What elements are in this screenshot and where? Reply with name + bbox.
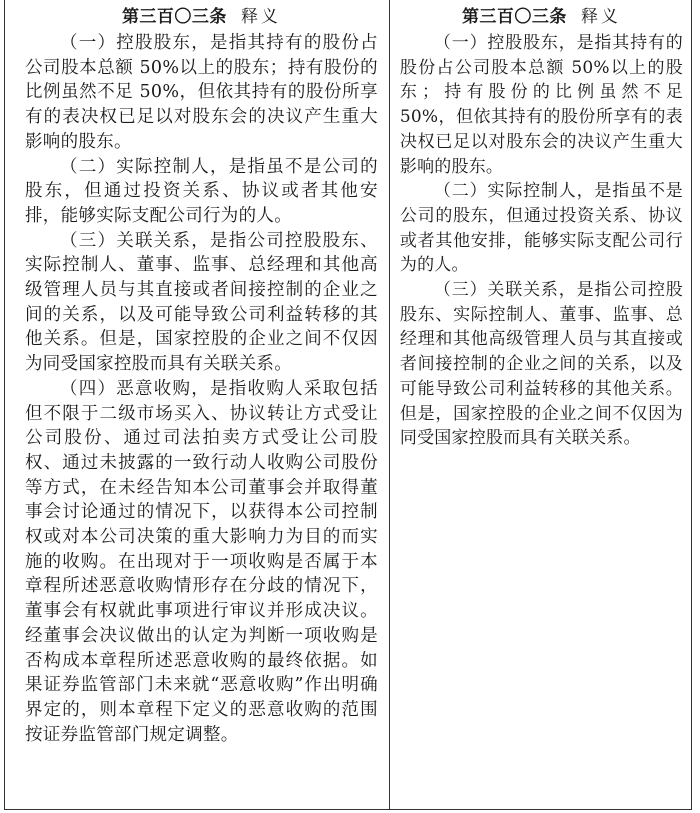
- definition-related-relationship: （三）关联关系，是指公司控股股东、实际控制人、董事、监事、总经理和其他高级管理人员与其直接或者间接控制的企业之间的关系，以及可能导致公司利益转移的其他关系。但是，国家控股的企业之间不仅因为同受国家控股而具有关联关系。: [25, 230, 378, 375]
- article-number: 第三百〇三条: [121, 7, 227, 27]
- definition-related-relationship: （三）关联关系，是指公司控股股东、实际控制人、董事、监事、总经理和其他高级管理人员与其直接或者间接控制的企业之间的关系，以及可能导致公司利益转移的其他关系。但是，国家控股的企业之间不仅因为同受国家控股而具有关联关系。: [399, 280, 683, 449]
- article-number: 第三百〇三条: [461, 7, 567, 27]
- article-title: 释义: [240, 7, 281, 27]
- definition-actual-controller: （二）实际控制人，是指虽不是公司的股东，但通过投资关系、协议或者其他安排，能够实际支配公司行为的人。: [25, 156, 378, 226]
- article-heading: [400, 5, 683, 29]
- original-text-column: [5, 0, 390, 809]
- comparison-table: [4, 0, 692, 810]
- revised-text-column: [390, 0, 691, 809]
- definition-actual-controller: （二）实际控制人，是指虽不是公司的股东，但通过投资关系、协议或者其他安排，能够实际支配公司行为的人。: [399, 181, 683, 276]
- definition-controlling-shareholder: （一）控股股东，是指其持有的股份占公司股本总额 50%以上的股东；持有股份的比例虽然不足 50%，但依其持有的股份所享有的表决权已足以对股东会的决议产生重大影响的股东。: [399, 33, 683, 177]
- definition-controlling-shareholder: （一）控股股东，是指其持有的股份占公司股本总额 50%以上的股东；持有股份的比例虽然不足 50%，但依其持有的股份所享有的表决权已足以对股东会的决议产生重大影响的股东。: [25, 33, 378, 152]
- article-heading: [25, 5, 378, 29]
- definition-hostile-takeover: （四）恶意收购，是指收购人采取包括但不限于二级市场买入、协议转让方式受让公司股份、通过司法拍卖方式受让公司股权、通过未披露的一致行动人收购公司股份等方式，在未经告知本公司董事会并取得董事会讨论通过的情况下，以获得本公司控制权或对本公司决策的重大影响力为目的而实施的收购。在出现对于一项收购是否属于本章程所述恶意收购情形存在分歧的情况下，董事会有权就此事项进行审议并形成决议。经董事会决议做出的认定为判断一项收购是否构成本章程所述恶意收购的最终依据。如果证券监管部门未来就“恶意收购”作出明确界定的，则本章程下定义的恶意收购的范围按证券监管部门规定调整。: [25, 378, 378, 745]
- article-title: 释义: [580, 7, 621, 27]
